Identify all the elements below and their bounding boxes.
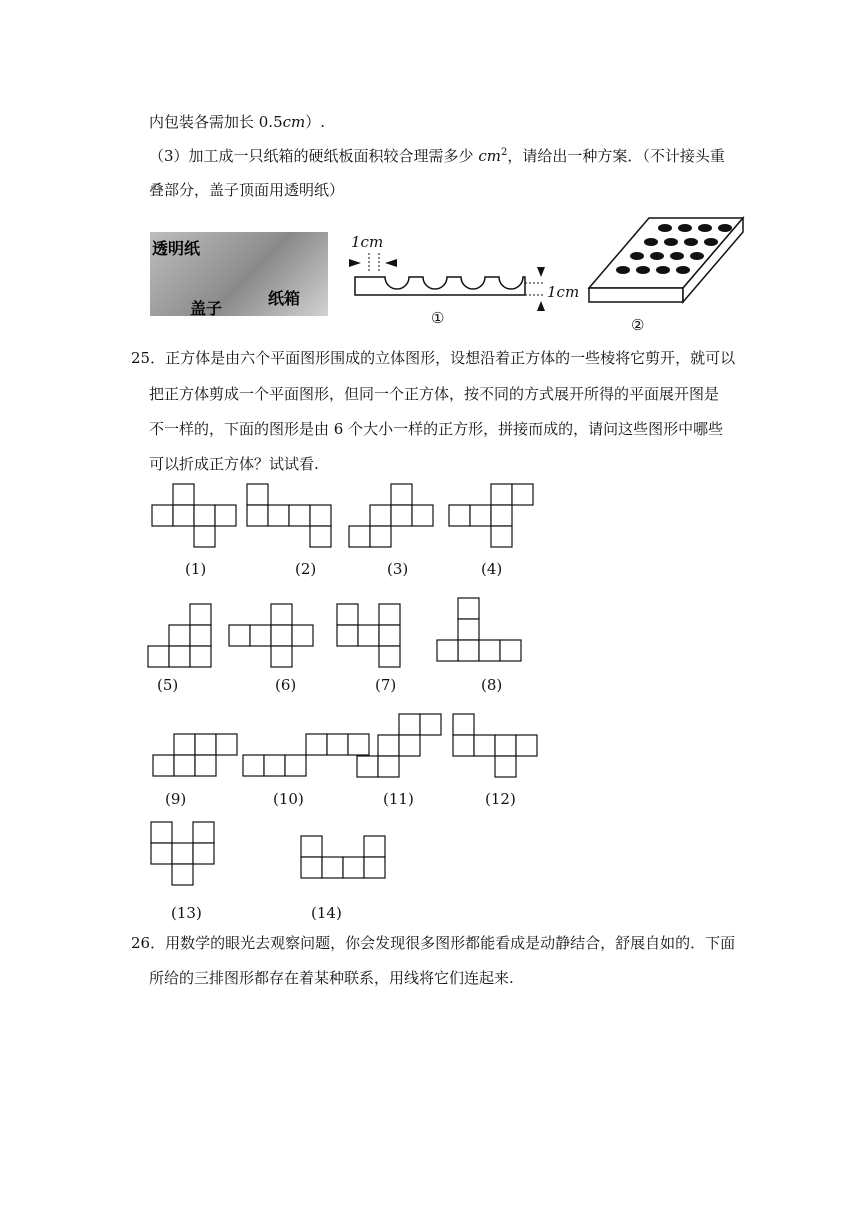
net-square (173, 484, 194, 505)
net-square (327, 734, 348, 755)
net-square (337, 625, 358, 646)
net-square (247, 484, 268, 505)
net-square (215, 505, 236, 526)
cube-net-14 (301, 836, 385, 922)
q25-text-1: 25．正方体是由六个平面图形围成的立体图形，设想沿着正方体的一些棱将它剪开，就可以 (131, 349, 736, 367)
net-square (357, 756, 378, 777)
net-square (193, 843, 214, 864)
net-square (495, 735, 516, 756)
net-square (271, 625, 292, 646)
net-square (216, 734, 237, 755)
net-square (391, 505, 412, 526)
net-square (399, 735, 420, 756)
unit-cm: cm (282, 113, 306, 131)
net-label: (13) (171, 904, 202, 922)
q26-text-1: 26．用数学的眼光去观察问题，你会发现很多图形都能看成是动静结合，舒展自如的．下面 (131, 934, 736, 952)
q24-line1 (149, 112, 325, 132)
net-square (153, 755, 174, 776)
net-square (289, 505, 310, 526)
net-square (151, 843, 172, 864)
cube-net-3 (349, 484, 433, 578)
net-square (458, 619, 479, 640)
net-label: (8) (481, 676, 503, 694)
figure-1-strip (335, 225, 580, 327)
net-square (391, 484, 412, 505)
lid-label: 盖子 (190, 299, 223, 318)
net-square (322, 857, 343, 878)
net-label: (10) (273, 790, 304, 808)
net-square (512, 484, 533, 505)
net-square (495, 756, 516, 777)
net-label: (6) (275, 676, 297, 694)
net-square (151, 822, 172, 843)
figure-2-number: ② (631, 316, 645, 334)
net-square (437, 640, 458, 661)
net-label: (9) (165, 790, 187, 808)
net-square (420, 714, 441, 735)
net-square (174, 755, 195, 776)
net-square (412, 505, 433, 526)
cube-net-2 (247, 484, 331, 578)
net-square (169, 646, 190, 667)
net-square (379, 604, 400, 625)
net-label: (7) (375, 676, 397, 694)
q26-text-2: 所给的三排图形都存在着某种联系，用线将它们连起来. (149, 969, 514, 987)
dim-right-label: 1cm (547, 283, 580, 301)
net-square (301, 836, 322, 857)
cube-net-6 (229, 604, 313, 694)
q25-line4 (149, 454, 319, 474)
net-square (378, 756, 399, 777)
q24-line1-text: 内包装各需加长 0.5 (149, 113, 283, 131)
net-square (292, 625, 313, 646)
net-square (195, 755, 216, 776)
net-square (174, 734, 195, 755)
cube-net-12 (453, 714, 537, 808)
transparent-paper-label: 透明纸 (152, 239, 201, 258)
net-square (190, 625, 211, 646)
cube-net-9 (153, 734, 237, 808)
net-square (310, 526, 331, 547)
net-label: (14) (311, 904, 342, 922)
net-square (479, 640, 500, 661)
box-label: 纸箱 (268, 289, 301, 308)
net-label: (3) (387, 560, 409, 578)
q26-line2 (149, 968, 514, 988)
net-square (169, 625, 190, 646)
q26-line1 (131, 933, 735, 953)
q24-line3 (149, 180, 344, 200)
net-square (285, 755, 306, 776)
net-square (491, 526, 512, 547)
net-square (229, 625, 250, 646)
cube-net-7 (337, 604, 400, 694)
figure-2-tray (585, 212, 755, 332)
q24-line1-end: ）. (305, 113, 326, 131)
net-label: (1) (185, 560, 207, 578)
q25-line3 (149, 419, 723, 439)
net-square (491, 484, 512, 505)
q25-text-4: 可以折成正方体？试试看. (149, 455, 319, 473)
net-square (193, 822, 214, 843)
net-square (343, 857, 364, 878)
net-label: (2) (295, 560, 317, 578)
net-square (195, 734, 216, 755)
net-label: (5) (157, 676, 179, 694)
net-square (458, 640, 479, 661)
net-square (271, 604, 292, 625)
net-label: (4) (481, 560, 503, 578)
net-square (474, 735, 495, 756)
net-square (301, 857, 322, 878)
net-square (516, 735, 537, 756)
q24-line3-text: 叠部分，盖子顶面用透明纸） (149, 181, 345, 199)
net-square (358, 625, 379, 646)
net-square (364, 836, 385, 857)
net-square (348, 734, 369, 755)
cube-net-4 (449, 484, 533, 578)
net-square (243, 755, 264, 776)
q25-line1 (131, 348, 735, 368)
net-square (337, 604, 358, 625)
net-square (491, 505, 512, 526)
net-square (264, 755, 285, 776)
cube-nets (145, 482, 565, 922)
net-label: (11) (383, 790, 414, 808)
q25-text-2: 把正方体剪成一个平面图形，但同一个正方体，按不同的方式展开所得的平面展开图是 (149, 385, 720, 403)
net-square (399, 714, 420, 735)
net-square (500, 640, 521, 661)
q24-line2-text: （3）加工成一只纸箱的硬纸板面积较合理需多少 (149, 147, 479, 165)
q24-line2 (149, 146, 725, 166)
net-square (379, 625, 400, 646)
net-square (172, 843, 193, 864)
q24-line2-end: ，请给出一种方案．（不计接头重 (507, 147, 725, 165)
net-square (379, 646, 400, 667)
net-square (449, 505, 470, 526)
unit-cm: cm (478, 147, 501, 165)
box-photo (150, 232, 328, 316)
net-square (268, 505, 289, 526)
dim-top-label: 1cm (351, 233, 384, 251)
net-square (173, 505, 194, 526)
net-square (190, 604, 211, 625)
cube-net-8 (437, 598, 521, 694)
net-square (190, 646, 211, 667)
cube-net-5 (148, 604, 211, 694)
net-square (152, 505, 173, 526)
net-square (364, 857, 385, 878)
net-square (453, 714, 474, 735)
net-square (194, 505, 215, 526)
net-square (172, 864, 193, 885)
net-square (250, 625, 271, 646)
net-square (148, 646, 169, 667)
net-square (378, 735, 399, 756)
net-label: (12) (485, 790, 516, 808)
q25-line2 (149, 384, 719, 404)
cube-net-13 (151, 822, 214, 922)
net-square (306, 734, 327, 755)
net-square (470, 505, 491, 526)
cube-net-11 (357, 714, 441, 808)
net-square (349, 526, 370, 547)
figure-1-number: ① (431, 309, 445, 327)
net-square (370, 505, 391, 526)
net-square (458, 598, 479, 619)
net-square (453, 735, 474, 756)
net-square (247, 505, 268, 526)
net-square (271, 646, 292, 667)
unit-exponent: 2 (500, 147, 508, 158)
net-square (194, 526, 215, 547)
cube-net-10 (243, 734, 369, 808)
net-square (310, 505, 331, 526)
q25-text-3: 不一样的，下面的图形是由 6 个大小一样的正方形，拼接而成的，请问这些图形中哪些 (149, 420, 724, 438)
net-square (370, 526, 391, 547)
cube-net-1 (152, 484, 236, 578)
